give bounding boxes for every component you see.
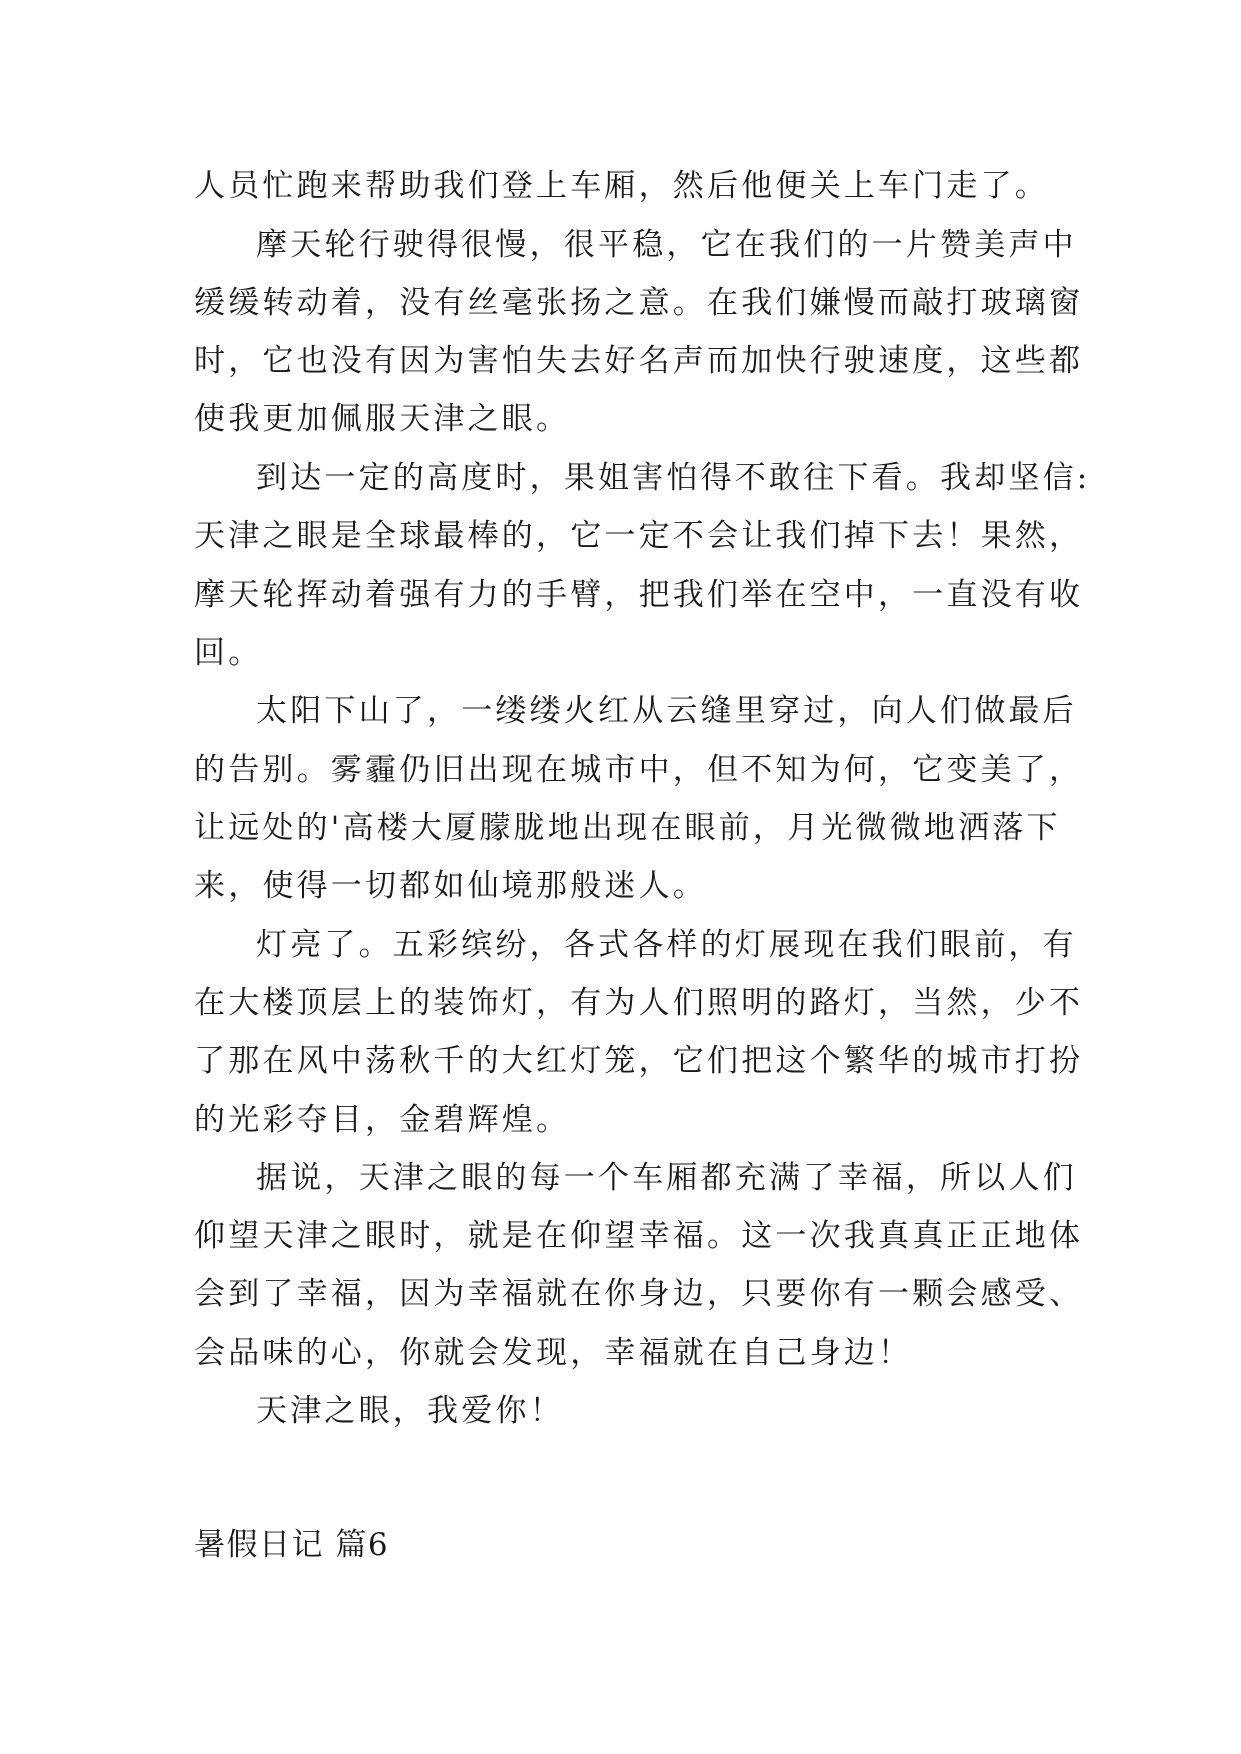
text-line: 了那在风中荡秋千的大红灯笼，它们把这个繁华的城市打扮: [194, 1043, 1084, 1079]
text-line: 的光彩夺目，金碧辉煌。: [194, 1102, 571, 1138]
text-line: 在大楼顶层上的装饰灯，有为人们照明的路灯，当然，少不: [194, 985, 1084, 1021]
text-line: 到达一定的高度时，果姐害怕得不敢往下看。我却坚信:: [256, 460, 1091, 496]
text-line: 天津之眼是全球最棒的，它一定不会让我们掉下去！果然，: [194, 518, 1084, 554]
text-line: 回。: [194, 635, 263, 671]
section-heading: 暑假日记 篇6: [194, 1527, 390, 1563]
text-line: 仰望天津之眼时，就是在仰望幸福。这一次我真真正正地体: [194, 1218, 1084, 1254]
text-line: 摩天轮挥动着强有力的手臂，把我们举在空中，一直没有收: [194, 577, 1084, 613]
text-line: 会品味的心，你就会发现，幸福就在自己身边！: [194, 1335, 913, 1371]
text-line: 使我更加佩服天津之眼。: [194, 401, 571, 437]
text-line: 缓缓转动着，没有丝毫张扬之意。在我们嫌慢而敲打玻璃窗: [194, 285, 1084, 321]
text-line: 会到了幸福，因为幸福就在你身边，只要你有一颗会感受、: [194, 1276, 1084, 1312]
text-line: 天津之眼，我爱你！: [256, 1393, 564, 1429]
text-line: 来，使得一切都如仙境那般迷人。: [194, 868, 707, 904]
text-line: 让远处的'高楼大厦朦胧地出现在眼前，月光微微地洒落下: [194, 810, 1061, 846]
text-line: 灯亮了。五彩缤纷，各式各样的灯展现在我们眼前，有: [256, 927, 1077, 963]
text-line: 摩天轮行驶得很慢，很平稳，它在我们的一片赞美声中: [256, 227, 1077, 263]
text-line: 太阳下山了，一缕缕火红从云缝里穿过，向人们做最后: [256, 693, 1077, 729]
text-line: 人员忙跑来帮助我们登上车厢，然后他便关上车门走了。: [194, 168, 1049, 204]
text-line: 的告别。雾霾仍旧出现在城市中，但不知为何，它变美了，: [194, 752, 1084, 788]
text-line: 据说，天津之眼的每一个车厢都充满了幸福，所以人们: [256, 1160, 1077, 1196]
text-line: 时，它也没有因为害怕失去好名声而加快行驶速度，这些都: [194, 343, 1084, 379]
